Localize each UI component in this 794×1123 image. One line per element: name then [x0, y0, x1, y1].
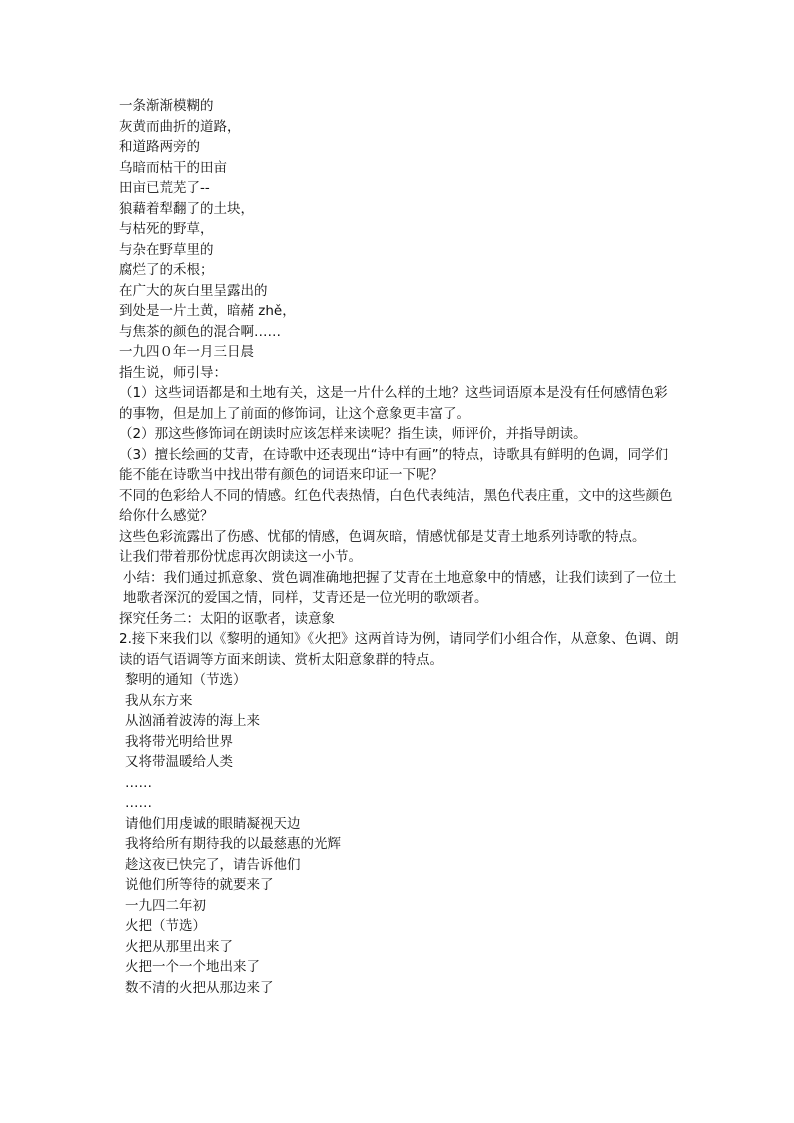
summary: 小结：我们通过抓意象、赏色调准确地把握了艾青在土地意象中的情感，让我们读到了一位土地歌者深沉的爱国之情，同样，艾青还是一位光明的歌颂者。 — [123, 569, 677, 606]
poem-line: 趁这夜已快完了，请告诉他们 — [125, 856, 301, 873]
document-page — [119, 96, 679, 998]
task-instruction: 2.接下来我们以《黎明的通知》《火把》这两首诗为例，请同学们小组合作，从意象、色调、朗读的语气语调等方面来朗读、赏析太阳意象群的特点。 — [119, 631, 679, 668]
poem-line: 到处是一片土黄，暗赭 zhě， — [119, 303, 296, 319]
paragraph-mood: 这些色彩流露出了伤感、忧郁的情感，色调灰暗，情感忧郁是艾青土地系列诗歌的特点。 — [119, 528, 646, 545]
question-2: （2）那这些修饰词在朗读时应该怎样来读呢？指生读，师评价，并指导朗读。 — [119, 426, 587, 442]
poem-line: 又将带温暖给人类 — [125, 754, 233, 770]
poem-line: 数不清的火把从那边来了 — [125, 979, 274, 996]
question-1: （1）这些词语都是和土地有关，这是一片什么样的土地？这些词语原本是没有任何感情色彩的事物，但是加上了前面的修饰词，让这个意象更丰富了。 — [119, 385, 668, 422]
lesson-discussion — [119, 363, 679, 609]
poem-line: 灰黄而曲折的道路， — [119, 118, 241, 135]
poem-line: 与杂在野草里的 — [119, 241, 214, 258]
poem-line: 乌暗而枯干的田亩 — [119, 159, 227, 176]
poem-line: 狼藉着犁翻了的土块， — [119, 200, 254, 217]
poem-land-excerpt — [119, 96, 679, 363]
poem-line: 一条渐渐模糊的 — [119, 98, 214, 114]
poem-line: 火把从那里出来了 — [125, 938, 233, 955]
poem-line: 我将给所有期待我的以最慈惠的光辉 — [125, 836, 341, 852]
poem-line: 与焦茶的颜色的混合啊…… — [119, 323, 281, 340]
poem-line: 我将带光明给世界 — [125, 733, 233, 750]
poem-line: 和道路两旁的 — [119, 139, 200, 155]
poem-title: 火把（节选） — [125, 918, 206, 934]
poem-torch — [119, 916, 679, 998]
poem-line: 田亩已荒芜了-- — [119, 180, 210, 196]
poem-line: 从汹涌着波涛的海上来 — [125, 713, 260, 729]
poem-date: 一九四二年初 — [125, 897, 206, 914]
task-title: 探究任务二：太阳的讴歌者，读意象 — [119, 610, 335, 627]
poem-date: 一九四０年一月三日晨 — [119, 344, 254, 360]
poem-dawn-notice — [119, 670, 679, 916]
poem-line: 火把一个一个地出来了 — [125, 959, 260, 975]
paragraph-colors: 不同的色彩给人不同的情感。红色代表热情，白色代表纯洁，黑色代表庄重，文中的这些颜色给你什么感觉？ — [119, 487, 673, 524]
poem-title: 黎明的通知（节选） — [125, 672, 247, 688]
poem-line: 我从东方来 — [125, 692, 193, 709]
poem-ellipsis: …… — [125, 774, 152, 791]
poem-line: 请他们用虔诚的眼睛凝视天边 — [125, 815, 301, 832]
guide-intro: 指生说，师引导： — [119, 364, 227, 381]
poem-line: 腐烂了的禾根； — [119, 262, 214, 278]
poem-ellipsis: …… — [125, 795, 152, 811]
poem-line: 与枯死的野草， — [119, 221, 214, 237]
poem-line: 在广大的灰白里呈露出的 — [119, 282, 268, 299]
task-two — [119, 609, 679, 671]
paragraph-reread: 让我们带着那份忧虑再次朗读这一小节。 — [119, 549, 362, 565]
poem-line: 说他们所等待的就要来了 — [125, 877, 274, 893]
question-3: （3）擅长绘画的艾青，在诗歌中还表现出“诗中有画”的特点，诗歌具有鲜明的色调，同学们能不能在诗歌当中找出带有颜色的词语来印证一下呢？ — [119, 446, 669, 483]
